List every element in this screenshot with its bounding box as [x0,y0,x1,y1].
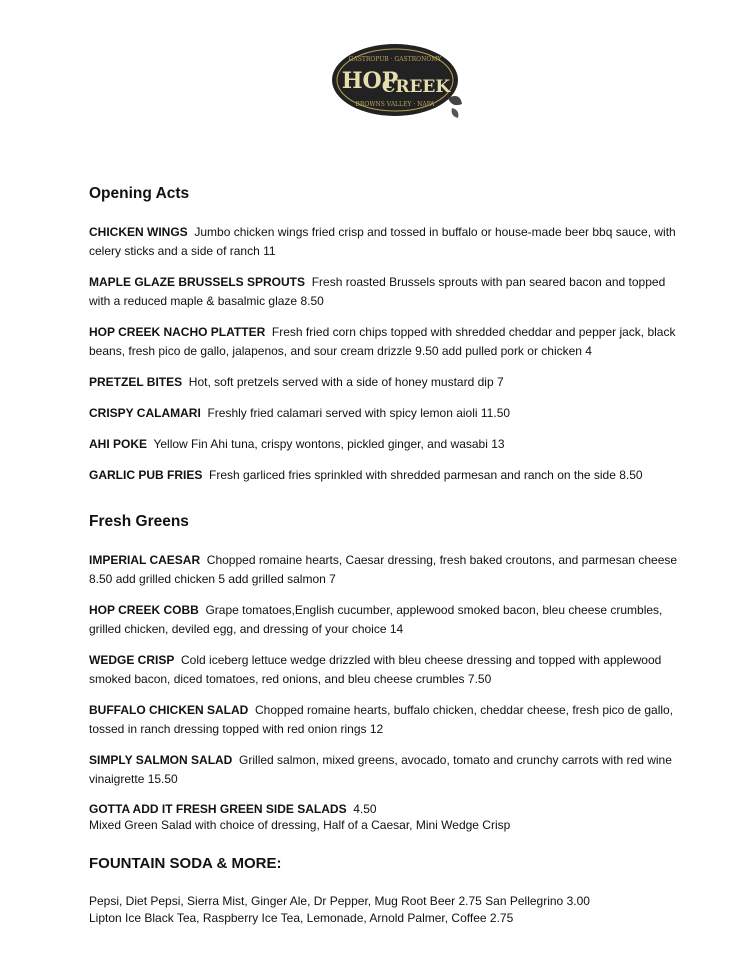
fresh-greens-list [89,551,679,833]
item-name: MAPLE GLAZE BRUSSELS SPROUTS [89,275,306,289]
menu-item [89,601,679,639]
menu-item [89,551,679,589]
menu-item [89,223,679,261]
soda-line-2: Lipton Ice Black Tea, Raspberry Ice Tea, Lemonade, Arnold Palmer, Coffee 2.75 [89,911,514,925]
opening-acts-list [89,223,679,485]
item-desc: Freshly fried calamari served with spicy lemon aioli 11.50 [207,406,511,420]
logo-emblem [330,40,470,120]
item-desc: Yellow Fin Ahi tuna, crispy wontons, pickled ginger, and wasabi 13 [153,437,505,451]
item-name: GOTTA ADD IT FRESH GREEN SIDE SALADS [89,802,347,816]
item-price: 4.50 [353,802,377,816]
menu-item [89,701,679,739]
menu-item [89,373,679,392]
item-name: WEDGE CRISP [89,653,175,667]
item-desc: Grilled salmon, mixed greens, avocado, tomato and crunchy carrots with red wine vinaigrette 15.50 [89,753,672,786]
item-name: GARLIC PUB FRIES [89,468,203,482]
menu-item [89,404,679,423]
hop-leaf-icon [448,96,462,118]
section-spacer [89,845,679,853]
item-desc: Grape tomatoes,English cucumber, applewood smoked bacon, bleu cheese crumbles, grilled chicken, deviled egg, and dressing of your choice 14 [89,603,663,636]
side-salads-item [89,801,679,833]
menu-content [89,183,679,927]
soda-line-1: Pepsi, Diet Pepsi, Sierra Mist, Ginger Ale, Dr Pepper, Mug Root Beer 2.75 San Pellegrino 3.00 [89,894,590,908]
item-desc: Cold iceberg lettuce wedge drizzled with bleu cheese dressing and topped with applewood smoked bacon, diced tomatoes, red onions, and bleu cheese crumbles 7.50 [89,653,662,686]
item-name: SIMPLY SALMON SALAD [89,753,233,767]
item-name: CRISPY CALAMARI [89,406,201,420]
item-desc: Fresh garliced fries sprinkled with shredded parmesan and ranch on the side 8.50 [209,468,643,482]
item-name: PRETZEL BITES [89,375,183,389]
item-name: CHICKEN WINGS [89,225,188,239]
item-desc: Fresh fried corn chips topped with shredded cheddar and pepper jack, black beans, fresh pico de gallo, jalapenos, and sour cream drizzle 9.50 add pulled pork or chicken 4 [89,325,676,358]
item-name: HOP CREEK COBB [89,603,199,617]
item-desc: Fresh roasted Brussels sprouts with pan seared bacon and topped with a reduced maple & basalmic glaze 8.50 [89,275,666,308]
hop-creek-logo [330,40,470,120]
logo-bottom-text: BROWNS VALLEY · NAPA [355,101,435,108]
menu-item [89,273,679,311]
item-name: BUFFALO CHICKEN SALAD [89,703,249,717]
item-desc: Jumbo chicken wings fried crisp and tossed in buffalo or house-made beer bbq sauce, with celery sticks and a side of ranch 11 [89,225,676,258]
menu-item [89,751,679,789]
menu-item [89,651,679,689]
item-desc: Hot, soft pretzels served with a side of honey mustard dip 7 [188,375,504,389]
logo-brand-hop: HOP [341,68,399,94]
section-title-fountain-soda: FOUNTAIN SODA & MORE: [89,855,282,872]
item-name: AHI POKE [89,437,148,451]
logo-top-text: GASTROPUB · GASTRONOMY [348,56,442,63]
menu-item [89,323,679,361]
item-name: HOP CREEK NACHO PLATTER [89,325,266,339]
logo-brand-creek: CREEK [381,77,451,97]
item-desc: Chopped romaine hearts, buffalo chicken, cheddar cheese, fresh pico de gallo, tossed in ranch dressing topped with red onion rings 12 [89,703,674,736]
item-name: IMPERIAL CAESAR [89,553,201,567]
menu-item [89,435,679,454]
section-spacer [89,497,679,511]
section-title-opening-acts: Opening Acts [89,185,190,202]
item-detail: Mixed Green Salad with choice of dressing, Half of a Caesar, Mini Wedge Crisp [89,818,511,832]
item-desc: Chopped romaine hearts, Caesar dressing, fresh baked croutons, and parmesan cheese 8.50 add grilled chicken 5 add grilled salmon 7 [89,553,678,586]
section-title-fresh-greens: Fresh Greens [89,513,189,530]
menu-item [89,466,679,485]
